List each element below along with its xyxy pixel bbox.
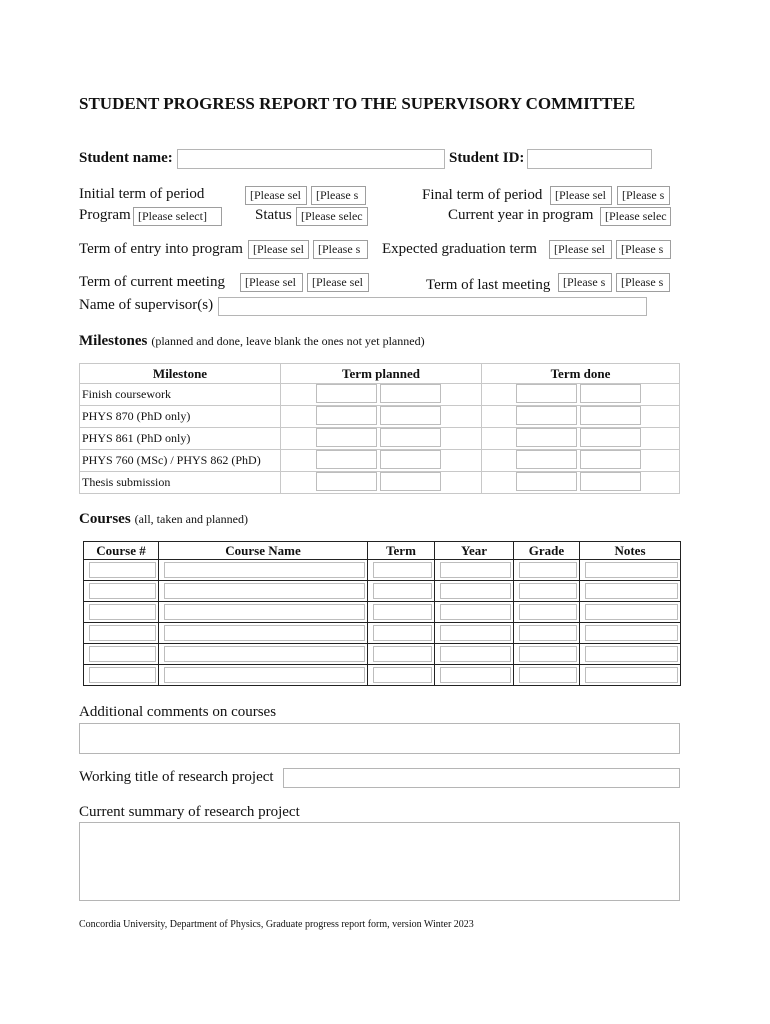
course-cell <box>580 623 681 644</box>
notes-input[interactable] <box>585 625 678 641</box>
notes-input[interactable] <box>585 583 678 599</box>
course-cell <box>84 602 159 623</box>
course-name-input[interactable] <box>164 667 365 683</box>
initial-term-year-select[interactable]: [Please s <box>311 186 366 205</box>
status-select[interactable]: [Please selec <box>296 207 368 226</box>
milestone-row-label: Thesis submission <box>80 472 281 494</box>
notes-input[interactable] <box>585 667 678 683</box>
program-label: Program <box>79 207 131 223</box>
milestone-planned-term-input[interactable] <box>316 384 377 403</box>
course-cell <box>514 602 580 623</box>
course-cell <box>159 581 368 602</box>
final-term-year-select[interactable]: [Please s <box>617 186 670 205</box>
current-meeting-label: Term of current meeting <box>79 274 225 290</box>
course-cell <box>84 581 159 602</box>
working-title-field[interactable] <box>283 768 680 788</box>
milestone-done-term-input[interactable] <box>516 384 577 403</box>
milestone-col-header: Milestone <box>80 364 281 384</box>
milestone-row-label: Finish coursework <box>80 384 281 406</box>
course-name-input[interactable] <box>164 604 365 620</box>
student-name-field[interactable] <box>177 149 445 169</box>
milestone-planned-year-input[interactable] <box>380 406 441 425</box>
last-meeting-label: Term of last meeting <box>426 277 551 293</box>
supervisor-label: Name of supervisor(s) <box>79 297 214 313</box>
initial-term-select[interactable]: [Please sel <box>245 186 307 205</box>
course-cell <box>84 560 159 581</box>
working-title-label: Working title of research project <box>79 769 274 785</box>
notes-input[interactable] <box>585 562 678 578</box>
year-input[interactable] <box>440 625 511 641</box>
milestone-done-year-input[interactable] <box>580 472 641 491</box>
course-name-input[interactable] <box>164 646 365 662</box>
course-number-input[interactable] <box>89 625 156 641</box>
course-cell <box>84 644 159 665</box>
course-cell <box>435 602 514 623</box>
final-term-label: Final term of period <box>422 187 543 203</box>
initial-term-label: Initial term of period <box>79 186 205 202</box>
course-cell <box>514 623 580 644</box>
milestone-done-year-input[interactable] <box>580 450 641 469</box>
course-cell <box>84 623 159 644</box>
milestone-done-term-input[interactable] <box>516 472 577 491</box>
table-row <box>84 581 681 602</box>
last-meeting-year-select[interactable]: [Please s <box>616 273 670 292</box>
course-cell <box>368 623 435 644</box>
year-input[interactable] <box>440 604 511 620</box>
grade-input[interactable] <box>519 583 577 599</box>
term-entry-select[interactable]: [Please sel <box>248 240 309 259</box>
student-name-label: Student name: <box>79 150 173 166</box>
course-cell <box>580 602 681 623</box>
course-number-input[interactable] <box>89 583 156 599</box>
term-input[interactable] <box>373 562 432 578</box>
milestone-planned-year-input[interactable] <box>380 384 441 403</box>
year-input[interactable] <box>440 562 511 578</box>
current-meeting-year-select[interactable]: [Please sel <box>307 273 369 292</box>
course-cell <box>580 644 681 665</box>
course-name-col-header: Course Name <box>159 542 368 560</box>
course-cell <box>435 560 514 581</box>
summary-field[interactable] <box>79 822 680 901</box>
milestone-planned-year-input[interactable] <box>380 428 441 447</box>
course-cell <box>159 623 368 644</box>
milestone-row-label: PHYS 870 (PhD only) <box>80 406 281 428</box>
course-number-input[interactable] <box>89 604 156 620</box>
course-cell <box>368 602 435 623</box>
term-done-col-header: Term done <box>482 364 680 384</box>
table-row <box>84 560 681 581</box>
course-cell <box>159 602 368 623</box>
current-meeting-select[interactable]: [Please sel <box>240 273 303 292</box>
table-row <box>84 665 681 686</box>
notes-col-header: Notes <box>580 542 681 560</box>
milestone-done-term-input[interactable] <box>516 450 577 469</box>
grade-input[interactable] <box>519 604 577 620</box>
year-col-header: Year <box>435 542 514 560</box>
year-input[interactable] <box>440 667 511 683</box>
milestone-planned-term-input[interactable] <box>316 450 377 469</box>
milestone-done-year-input[interactable] <box>580 384 641 403</box>
table-row <box>84 644 681 665</box>
notes-input[interactable] <box>585 646 678 662</box>
final-term-select[interactable]: [Please sel <box>550 186 612 205</box>
term-input[interactable] <box>373 625 432 641</box>
term-entry-year-select[interactable]: [Please s <box>313 240 368 259</box>
courses-heading-row <box>79 510 248 528</box>
year-input[interactable] <box>440 646 511 662</box>
last-meeting-select[interactable]: [Please s <box>558 273 612 292</box>
comments-label: Additional comments on courses <box>79 704 277 720</box>
course-cell <box>514 644 580 665</box>
expected-grad-label: Expected graduation term <box>382 241 537 257</box>
course-cell <box>159 560 368 581</box>
course-cell <box>514 665 580 686</box>
course-cell <box>435 665 514 686</box>
status-label: Status <box>255 207 292 223</box>
page-title: STUDENT PROGRESS REPORT TO THE SUPERVISORY COMMITTEE <box>79 94 636 113</box>
milestone-planned-term-input[interactable] <box>316 428 377 447</box>
term-input[interactable] <box>373 646 432 662</box>
term-input[interactable] <box>373 583 432 599</box>
notes-input[interactable] <box>585 604 678 620</box>
grade-input[interactable] <box>519 625 577 641</box>
current-year-select[interactable]: [Please selec <box>600 207 671 226</box>
course-number-col-header: Course # <box>84 542 159 560</box>
course-cell <box>514 560 580 581</box>
course-name-input[interactable] <box>164 562 365 578</box>
milestone-done-year-input[interactable] <box>580 428 641 447</box>
milestones-subheading: (planned and done, leave blank the ones not yet planned) <box>151 334 425 348</box>
milestone-row-label: PHYS 861 (PhD only) <box>80 428 281 450</box>
term-input[interactable] <box>373 667 432 683</box>
course-cell <box>580 560 681 581</box>
expected-grad-select[interactable]: [Please sel <box>549 240 612 259</box>
current-year-label: Current year in program <box>448 207 594 223</box>
milestone-row-label: PHYS 760 (MSc) / PHYS 862 (PhD) <box>80 450 281 472</box>
course-number-input[interactable] <box>89 646 156 662</box>
courses-heading: Courses <box>79 511 131 527</box>
course-number-input[interactable] <box>89 562 156 578</box>
term-col-header: Term <box>368 542 435 560</box>
milestone-done-year-input[interactable] <box>580 406 641 425</box>
milestone-planned-year-input[interactable] <box>380 450 441 469</box>
courses-subheading: (all, taken and planned) <box>134 512 248 526</box>
milestones-heading: Milestones <box>79 333 148 349</box>
course-cell <box>435 581 514 602</box>
table-row <box>84 602 681 623</box>
course-cell <box>84 665 159 686</box>
milestone-planned-term-input[interactable] <box>316 472 377 491</box>
term-input[interactable] <box>373 604 432 620</box>
summary-label: Current summary of research project <box>79 804 300 820</box>
course-cell <box>580 581 681 602</box>
grade-col-header: Grade <box>514 542 580 560</box>
table-row <box>84 623 681 644</box>
course-cell <box>580 665 681 686</box>
course-name-input[interactable] <box>164 583 365 599</box>
course-number-input[interactable] <box>89 667 156 683</box>
student-id-field[interactable] <box>527 149 652 169</box>
course-cell <box>159 644 368 665</box>
milestone-done-term-input[interactable] <box>516 406 577 425</box>
course-cell <box>514 581 580 602</box>
course-cell <box>435 623 514 644</box>
grade-input[interactable] <box>519 646 577 662</box>
milestones-heading-row <box>79 332 425 350</box>
milestone-planned-term-input[interactable] <box>316 406 377 425</box>
courses-table <box>83 541 681 686</box>
course-cell <box>435 644 514 665</box>
term-planned-col-header: Term planned <box>281 364 482 384</box>
course-cell <box>159 665 368 686</box>
comments-field[interactable] <box>79 723 680 754</box>
expected-grad-year-select[interactable]: [Please s <box>616 240 671 259</box>
milestone-done-term-input[interactable] <box>516 428 577 447</box>
footer-text: Concordia University, Department of Physics, Graduate progress report form, version Winter 2023 <box>79 919 474 930</box>
course-cell <box>368 581 435 602</box>
program-select[interactable]: [Please select] <box>133 207 222 226</box>
student-id-label: Student ID: <box>449 150 525 166</box>
course-name-input[interactable] <box>164 625 365 641</box>
year-input[interactable] <box>440 583 511 599</box>
course-cell <box>368 560 435 581</box>
course-cell <box>368 644 435 665</box>
grade-input[interactable] <box>519 667 577 683</box>
course-cell <box>368 665 435 686</box>
grade-input[interactable] <box>519 562 577 578</box>
supervisor-field[interactable] <box>218 297 647 316</box>
milestone-planned-year-input[interactable] <box>380 472 441 491</box>
term-entry-label: Term of entry into program <box>79 241 243 257</box>
